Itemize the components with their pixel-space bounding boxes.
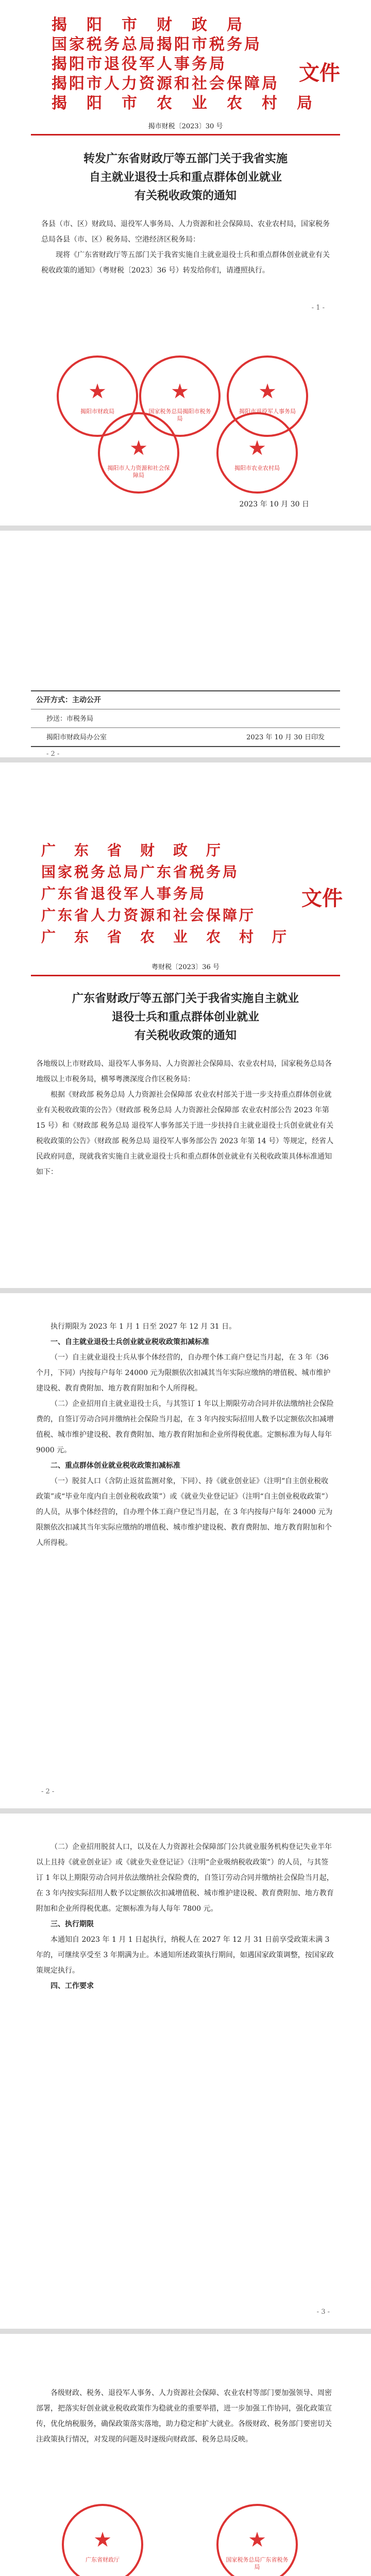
document-body [36,1319,335,1551]
body-paragraph: 各级财政、税务、退役军人事务、人力资源社会保障、农业农村等部门要加强领导、周密部署，把落实好创业就业税收政策作为稳就业的重要举措，进一步加强工作协同，强化政策宣传，优化纳税服务，确保政策落实落地，助力稳定和扩大就业。各级财政、税务部门要密切关注政策执行情况，对发现的问题及时逐级向财政部、税务总局反映。 [36,2389,332,2444]
page-3 [0,762,371,1288]
document-body [36,1839,335,1994]
open-method: 公开方式：主动公开 [36,696,101,704]
page-number: - 2 - [46,750,60,757]
page-4 [0,1293,371,1808]
page-2 [0,531,371,757]
document-header [52,15,319,113]
section-heading: 四、工作要求 [50,1982,94,1990]
body-paragraph: 现将《广东省财政厅等五部门关于我省实施自主就业退役士兵和重点群体创业就业有关税收政策的通知》（粤财税〔2023〕36 号）转发给你们，请遵照执行。 [41,251,330,275]
document-title: 广东省财政厅等五部门关于我省实施自主就业 退役士兵和重点群体创业就业 有关税收政策的通知 [72,992,299,1042]
footer-rule [31,727,340,728]
body-paragraph: （二）企业招用脱贫人口，以及在人力资源社会保障部门公共就业服务机构登记失业半年以上且持《就业创业证》或《就业失业登记证》（注明“企业吸纳税收政策”）的人员，与其签订 1 年以上期限劳动合同并依法缴纳社会保险费的，自签订劳动合同并缴纳社会保险当月起，在 3 年内按实际招用人数予以定额依次扣减增值税、城市维护建设税、教育费附加、地方教育附加和企业所得税优惠。定额标准为每人每年 7800 元。 [36,1843,334,1913]
official-seal: ★ 国家税务总局广东省税务局 [216,2504,298,2576]
section-heading: 一、自主就业退役士兵创业就业税收政策扣减标准 [50,1338,209,1346]
section-heading: 二、重点群体创业就业税收政策扣减标准 [50,1462,180,1470]
issuer-line: 广东省退役军人事务局 [41,885,207,902]
official-seal: ★ 广东省财政厅 [62,2504,143,2576]
body-paragraph: （二）企业招用自主就业退役士兵，与其签订 1 年以上期限劳动合同并依法缴纳社会保险费的，自签订劳动合同并缴纳社会保险当月起，在 3 年内按实际招用人数予以定额依次扣减增值税、城市维护建设税、教育费附加、地方教育附加和企业所得税优惠。定额标准为每人每年 9000 元。 [36,1400,334,1454]
document-body [36,1056,335,1180]
document-date: 2023 年 10 月 30 日 [239,500,309,509]
header-divider [31,975,340,976]
body-paragraph: 本通知自 2023 年 1 月 1 日起执行，纳税人在 2027 年 12 月 31 日前享受政策未满 3 年的，可继续享受至 3 年期满为止。本通知所述政策执行期间，如遇国家政策调整，按国家政策规定执行。 [36,1936,334,1975]
issuer-line: 广 东 省 农 业 农 村 厅 [41,928,289,945]
issuer-office: 揭阳市财政局办公室 [46,734,107,741]
official-seal: ★ 揭阳市农业农村局 [216,412,298,494]
document-header [41,840,299,948]
body-paragraph: （一）脱贫人口（含防止返贫监测对象，下同）、持《就业创业证》（注明“自主创业税收政策”或“毕业年度内自主创业税收政策”）或《就业失业登记证》（注明“自主创业税收政策”）的人员，从事个体经营的，自办理个体工商户登记当月起，在 3 年内按每户每年 24000 元为限额依次扣减其当年实际应缴纳的增值税、城市维护建设税、教育费附加、地方教育附加和个人所得税。 [36,1477,333,1547]
body-paragraph: （一）自主就业退役士兵从事个体经营的，自办理个体工商户登记当月起，在 3 年（36 个月，下同）内按每户每年 24000 元为限额依次扣减其当年实际应缴纳的增值税、城市维护建设税、教育费附加、地方教育附加和个人所得税。 [36,1353,331,1393]
issuer-line: 揭阳市人力资源和社会保障局 [52,75,279,93]
issuer-line: 国家税务总局揭阳市税务局 [52,36,262,54]
issuer-line: 揭阳市退役军人事务局 [52,55,227,73]
official-seal: ★ 国家税务总局揭阳市税务局 [139,355,221,437]
issuer-line: 揭 阳 市 农 业 农 村 局 [52,94,314,112]
official-seal: ★ 揭阳市人力资源和社会保障局 [98,412,179,494]
document-number: 揭市财税〔2023〕30 号 [148,123,223,130]
issuer-line: 揭 阳 市 财 政 局 [52,16,244,34]
page-5 [0,1814,371,2329]
issuer-line: 广 东 省 财 政 厅 [41,842,223,859]
document-number: 粤财税〔2023〕36 号 [151,963,220,971]
body-paragraph: 根据《财政部 税务总局 人力资源社会保障部 农业农村部关于进一步支持重点群体创业就业有关税收政策的公告》（财政部 税务总局 人力资源社会保障部 农业农村部公告 2023 年第 15 号）和《财政部 税务总局 退役军人事务部关于进一步扶持自主就业退役士兵创业就业有关税收政策的公告》（财政部 税务总局 退役军人事务部公告 2023 年第 14 号）等规定，经省人民政府同意，现就我省实施自主就业退役士兵和重点群体创业就业有关税收政策具体标准通知如下： [36,1091,334,1176]
page-number: - 2 - [41,1788,55,1795]
official-seal: ★ 揭阳市财政局 [57,355,138,437]
page-1 [0,0,371,526]
salutation: 各县（市、区）财政局、退役军人事务局、人力资源和社会保障局、农业农村局，国家税务总局各县（市、区）税务局、空港经济区税务局： [41,220,330,244]
issuer-line: 国家税务总局广东省税务局 [41,863,240,880]
document-body [36,2385,335,2447]
issuer-line: 广东省人力资源和社会保障厅 [41,907,256,924]
wenjian-label: 文件 [301,886,343,910]
page-number: - 1 - [311,304,325,312]
footer-rule [31,746,340,747]
salutation: 各地级以上市财政局、退役军人事务局、人力资源社会保障局、农业农村局，国家税务总局各地级以上市税务局，横琴粤澳深度合作区税务局： [36,1060,332,1083]
header-divider [31,134,340,135]
cc-list: 抄送：市税务局 [46,715,94,723]
page-6 [0,2334,371,2576]
wenjian-label: 文件 [299,61,340,85]
footer-rule [31,690,340,691]
official-seal: ★ 揭阳市退役军人事务局 [227,355,308,437]
page-number: - 3 - [316,2308,330,2316]
section-heading: 三、执行期限 [50,1920,94,1928]
document-title: 转发广东省财政厅等五部门关于我省实施 自主就业退役士兵和重点群体创业就业 有关税收政策的通知 [83,152,288,202]
document-body [41,216,330,278]
issue-date: 2023 年 10 月 30 日印发 [246,734,325,741]
body-paragraph: 执行期限为 2023 年 1 月 1 日至 2027 年 12 月 31 日。 [50,1323,237,1331]
